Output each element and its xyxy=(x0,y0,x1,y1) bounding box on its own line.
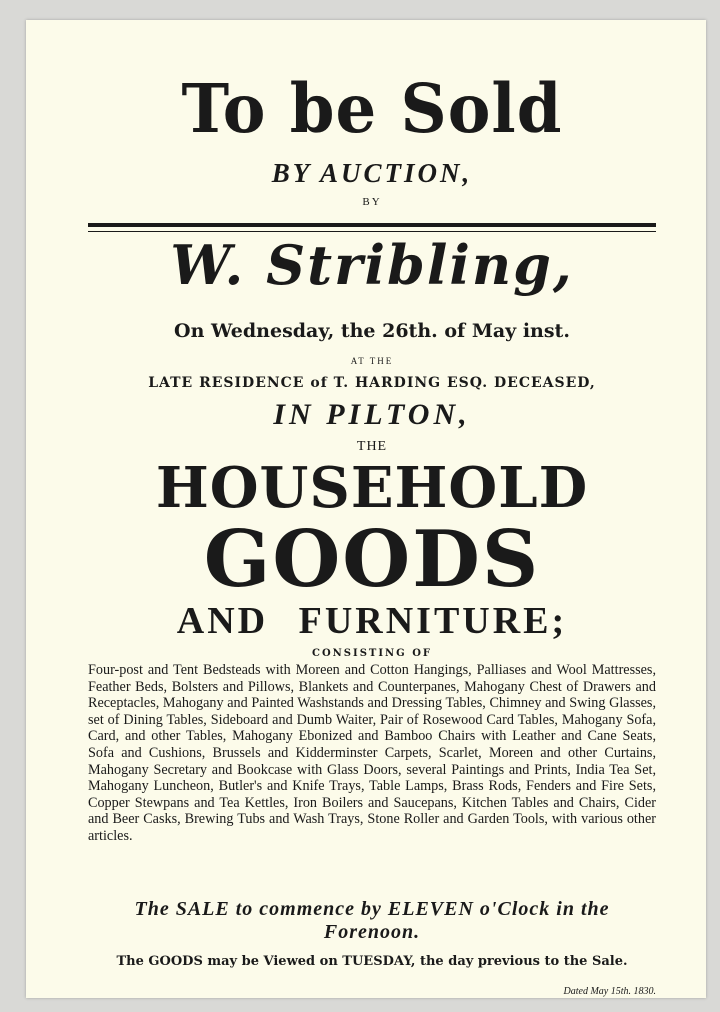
consisting-of-label: CONSISTING OF xyxy=(311,648,433,659)
by-label: BY xyxy=(362,196,382,208)
the-label: THE xyxy=(356,439,388,454)
auctioneer-name: W. Stribling, xyxy=(170,233,574,297)
goods-heading-furniture: AND FURNITURE; xyxy=(176,600,568,642)
residence-line: LATE RESIDENCE of T. HARDING ESQ. DECEASED, xyxy=(148,375,596,391)
location-line: IN PILTON, xyxy=(273,398,471,431)
sale-date: On Wednesday, the 26th. of May inst. xyxy=(174,320,570,342)
divider-thick xyxy=(88,223,656,227)
dated-line: Dated May 15th. 1830. xyxy=(563,986,656,997)
sale-time-notice: The SALE to commence by ELEVEN o'Clock in the Forenoon. xyxy=(134,898,610,943)
inventory-list: Four-post and Tent Bedsteads with Moreen and Cotton Hangings, Palliases and Wool Mattresses, Feather Beds, Bolsters and Pillows, Blankets and Counterpanes, Mahogany Chest of Drawers and Receptacles, Mahogany and Painted Washstands and Dressing Tables, Chimney and Swing Glasses, set of Dining Tables, Sideboard and Dumb Waiter, Pair of Rosewood Card Tables, Mahogany Sofa, Card, and other Tables, Mahogany Ebonized and Bamboo Chairs with Leather and Cane Seats, Sofa and Cushions, Brussels and Kidderminster Carpets, Scarlet, Moreen and other Curtains, Mahogany Secretary and Bookcase with Glass Doors, several Paintings and Prints, India Tea Set, Mahogany Luncheon, Butler's and Knife Trays, Table Lamps, Brass Rods, Fenders and Fire Sets, Copper Stewpans and Tea Kettles, Iron Boilers and Saucepans, Kitchen Tables and Chairs, Cider and Beer Casks, Brewing Tubs and Wash Trays, Stone Roller and Garden Tools, with various other articles. xyxy=(88,662,656,844)
goods-heading-goods: GOODS xyxy=(203,514,541,605)
goods-heading-household: HOUSEHOLD xyxy=(155,455,589,521)
poster-title: To be Sold xyxy=(181,70,563,149)
viewing-notice: The GOODS may be Viewed on TUESDAY, the day previous to the Sale. xyxy=(116,954,628,969)
poster-sheet xyxy=(26,20,706,998)
at-the-label: AT THE xyxy=(350,356,394,366)
divider-thin xyxy=(88,231,656,232)
poster-subtitle: BY AUCTION, xyxy=(271,158,473,188)
